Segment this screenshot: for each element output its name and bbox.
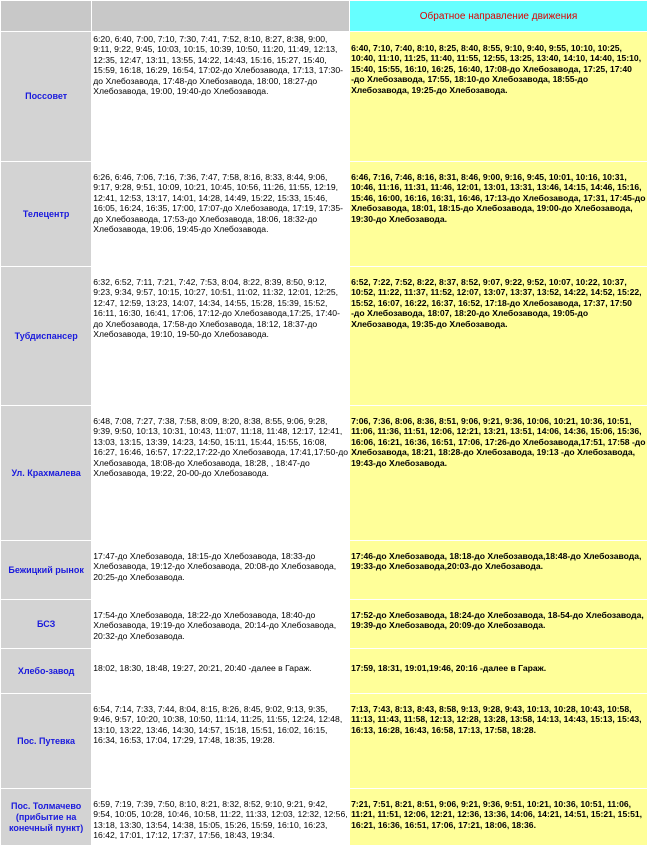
table-row <box>1 694 647 788</box>
header-row <box>1 1 647 31</box>
reverse-times: 6:46, 7:16, 7:46, 8:16, 8:31, 8:46, 9:00, 9:16, 9:45, 10:01, 10:16, 10:31, 10:46, 11:16, 11:31, 11:46, 12:01, 13:01, 13:31, 13:46, 14:15, 14:46, 15:16, 15:46, 16:00, 16:16, 16:31, 16:46, 17:13-до Хлебозавода, 17:31, 17:45-до Хлебозавода, 18:01, 18:15-до Хлебозавода, 19:00-до Хлебозавода, 19:30-до Хлебозавода. <box>350 162 647 266</box>
reverse-times: 17:52-до Хлебозавода, 18:24-до Хлебозавода, 18-54-до Хлебозавода, 19:39-до Хлебозавода, 20:09-до Хлебозавода. <box>350 600 647 648</box>
stop-name: БСЗ <box>1 600 91 648</box>
forward-times: 17:47-до Хлебозавода, 18:15-до Хлебозавода, 18:33-до Хлебозавода, 19:12-до Хлебозавода, 20:08-до Хлебозавода, 20:25-до Хлебозавода. <box>92 541 349 599</box>
header-blank-cell <box>92 1 349 31</box>
table-row <box>1 267 647 405</box>
table-row <box>1 789 647 845</box>
reverse-times: 17:59, 18:31, 19:01,19:46, 20:16 -далее в Гараж. <box>350 649 647 693</box>
reverse-times: 7:13, 7:43, 8:13, 8:43, 8:58, 9:13, 9:28, 9:43, 10:13, 10:28, 10:43, 10:58, 11:13, 11:43, 11:58, 12:13, 12:28, 13:28, 13:58, 14:13, 14:43, 15:13, 15:43, 16:13, 16:28, 16:43, 16:58, 17:13, 17:58, 18:28. <box>350 694 647 788</box>
forward-times: 6:32, 6:52, 7:11, 7:21, 7:42, 7:53, 8:04, 8:22, 8:39, 8:50, 9:12, 9:23, 9:34, 9:57, 10:15, 10:27, 10:51, 11:02, 11:32, 12:01, 12:25, 12:47, 12:59, 13:23, 14:07, 14:34, 14:55, 15:28, 15:39, 15:52, 16:11, 16:30, 16:41, 17:06, 17:12-до Хлебозавода,17:25, 17:40-до Хлебозавода, 17:58-до Хлебозавода, 18:12, 18:37-до Хлебозавода, 19:10, 19-50-до Хлебозавода. <box>92 267 349 405</box>
stop-name: Телецентр <box>1 162 91 266</box>
forward-times: 6:48, 7:08, 7:27, 7:38, 7:58, 8:09, 8:20, 8:38, 8:55, 9:06, 9:28, 9:39, 9:50, 10:13, 10:31, 10:43, 11:07, 11:18, 11:48, 12:17, 12:41, 13:03, 13:15, 13:39, 14:23, 14:50, 15:11, 15:44, 15:55, 16:08, 16:27, 16:46, 16:57, 17:22,17:22-до Хлебозавода, 17:41,17:50-до Хлебозавода, 18:08-до Хлебозавода, 18:28, , 18:47-до Хлебозавода, 19:22, 20-00-до Хлебозавода. <box>92 406 349 540</box>
stop-name: Ул. Крахмалева <box>1 406 91 540</box>
table-row <box>1 541 647 599</box>
forward-times: 6:54, 7:14, 7:33, 7:44, 8:04, 8:15, 8:26, 8:45, 9:02, 9:13, 9:35, 9:46, 9:57, 10:20, 10:38, 10:50, 11:14, 11:25, 11:55, 12:24, 12:48, 13:10, 13:22, 13:46, 14:30, 14:57, 15:18, 15:51, 16:02, 16:15, 16:34, 16:53, 17:04, 17:29, 17:48, 18:35, 19:28. <box>92 694 349 788</box>
table-row <box>1 406 647 540</box>
forward-times: 6:26, 6:46, 7:06, 7:16, 7:36, 7:47, 7:58, 8:16, 8:33, 8:44, 9:06, 9:17, 9:28, 9:51, 10:09, 10:21, 10:45, 10:56, 11:26, 11:55, 12:19, 12:41, 12:53, 13:17, 14:01, 14:28, 14:49, 15:22, 15:33, 15:46, 16:05, 16:24, 16:35, 17:00, 17:07-до Хлебозавода, 17:19, 17:35-до Хлебозавода, 17:53-до Хлебозавода, 18:06, 18:32-до Хлебозавода, 19:06, 19:45-до Хлебозавода. <box>92 162 349 266</box>
table-row <box>1 162 647 266</box>
reverse-times: 6:40, 7:10, 7:40, 8:10, 8:25, 8:40, 8:55, 9:10, 9:40, 9:55, 10:10, 10:25, 10:40, 11:10, 11:25, 11:40, 11:55, 12:55, 13:25, 13:40, 14:10, 14:40, 15:10, 15:40, 15:55, 16:10, 16:25, 16:40, 17:08-до Хлебозавода, 17:25, 17:40 -до Хлебозавода, 17:55, 18:10-до Хлебозавода, 18:55-до Хлебозавода, 19:25-до Хлебозавода. <box>350 32 647 161</box>
table-row <box>1 600 647 648</box>
forward-times: 6:59, 7:19, 7:39, 7:50, 8:10, 8:21, 8:32, 8:52, 9:10, 9:21, 9:42, 9:54, 10:05, 10:28, 10:46, 10:58, 11:22, 11:33, 12:03, 12:32, 12:56, 13:18, 13:30, 13:54, 14:38, 15:05, 15:26, 15:59, 16:10, 16:23, 16:42, 17:01, 17:12, 17:37, 17:56, 18:43, 19:34. <box>92 789 349 845</box>
stop-name: Пос. Толмачево (прибытие на конечный пункт) <box>1 789 91 845</box>
stop-name: Пос. Путевка <box>1 694 91 788</box>
reverse-times: 6:52, 7:22, 7:52, 8:22, 8:37, 8:52, 9:07, 9:22, 9:52, 10:07, 10:22, 10:37, 10:52, 11:22, 11:37, 11:52, 12:07, 13:07, 13:37, 13:52, 14:22, 14:52, 15:22, 15:52, 16:07, 16:22, 16:37, 16:52, 17:18-до Хлебозавода, 17:37, 17:50 -до Хлебозавода, 18:07, 18:20-до Хлебозавода, 19:05-до Хлебозавода, 19:35-до Хлебозавода. <box>350 267 647 405</box>
forward-times: 18:02, 18:30, 18:48, 19:27, 20:21, 20:40 -далее в Гараж. <box>92 649 349 693</box>
table-row <box>1 32 647 161</box>
reverse-times: 7:21, 7:51, 8:21, 8:51, 9:06, 9:21, 9:36, 9:51, 10:21, 10:36, 10:51, 11:06, 11:21, 11:51, 12:06, 12:21, 12:36, 13:36, 14:06, 14:21, 14:51, 15:21, 15:51, 16:21, 16:36, 16:51, 17:06, 17:21, 18:06, 18:36. <box>350 789 647 845</box>
reverse-times: 17:46-до Хлебозавода, 18:18-до Хлебозавода,18:48-до Хлебозавода, 19:33-до Хлебозавода,20:03-до Хлебозавода. <box>350 541 647 599</box>
stop-name: Хлебо-завод <box>1 649 91 693</box>
reverse-direction-header: Обратное направление движения <box>350 1 647 31</box>
forward-times: 17:54-до Хлебозавода, 18:22-до Хлебозавода, 18:40-до Хлебозавода, 19:19-до Хлебозавода, 20:14-до Хлебозавода, 20:32-до Хлебозавода. <box>92 600 349 648</box>
forward-times: 6:20, 6:40, 7:00, 7:10, 7:30, 7:41, 7:52, 8:10, 8:27, 8:38, 9:00, 9:11, 9:22, 9:45, 10:03, 10:15, 10:39, 10:50, 11:20, 11:49, 12:13, 12:35, 12:47, 13:11, 13:55, 14:22, 14:43, 15:16, 15:27, 15:40, 15:59, 16:18, 16:29, 16:54, 17:02-до Хлебозавода, 17:13, 17:30-до Хлебозавода, 17:48-до Хлебозавода, 18:00, 18:27-до Хлебозавода, 19:00, 19:40-до Хлебозавода. <box>92 32 349 161</box>
reverse-times: 7:06, 7:36, 8:06, 8:36, 8:51, 9:06, 9:21, 9:36, 10:06, 10:21, 10:36, 10:51, 11:06, 11:36, 11:51, 12:06, 12:21, 13:21, 13:51, 14:06, 14:36, 15:06, 15:36, 16:06, 16:21, 16:36, 16:51, 17:06, 17:26-до Хлебозавода,17:51, 17:58 -до Хлебозавода, 18:21, 18:28-до Хлебозавода, 19:13 -до Хлебозавода, 19:43-до Хлебозавода. <box>350 406 647 540</box>
stop-name: Тубдиспансер <box>1 267 91 405</box>
stop-name: Поссовет <box>1 32 91 161</box>
stop-name: Бежицкий рынок <box>1 541 91 599</box>
table-row <box>1 649 647 693</box>
header-blank-cell <box>1 1 91 31</box>
